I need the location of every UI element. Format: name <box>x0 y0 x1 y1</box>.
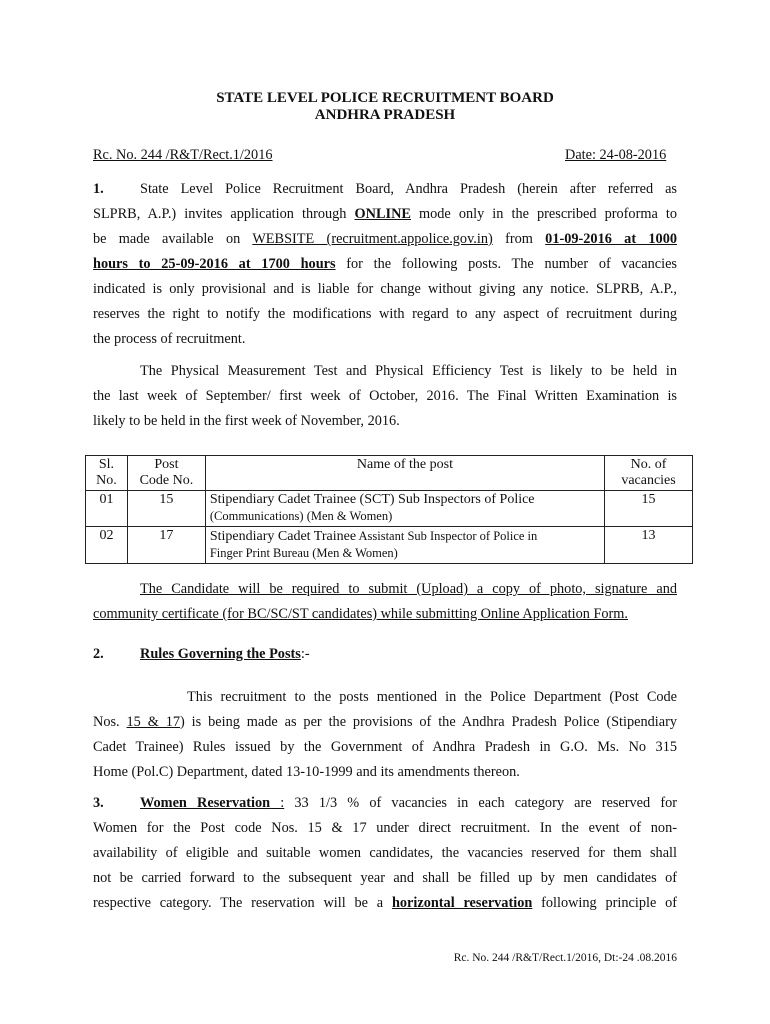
s1-line-7: the process of recruitment. <box>93 331 246 347</box>
cell-code: 17 <box>127 527 205 564</box>
cell-sl: 01 <box>86 491 128 527</box>
s2-line-2: Nos. 15 & 17) is being made as per the provisions of the Andhra Pradesh Police (Stipendiary <box>93 714 678 730</box>
website-link[interactable]: WEBSITE (recruitment.appolice.gov.in) <box>252 231 493 247</box>
end-datetime: hours to 25-09-2016 at 1700 hours <box>93 256 336 272</box>
table-row <box>86 527 693 564</box>
s1-para2-line-3: likely to be held in the first week of November, 2016. <box>93 413 400 429</box>
section-2-number: 2. <box>93 646 104 662</box>
s1-line-6: reserves the right to notify the modifications with regard to any aspect of recruitment during <box>93 306 677 322</box>
section-3-number: 3. <box>93 795 104 811</box>
s2-line-4: Home (Pol.C) Department, dated 13-10-1999 and its amendments thereon. <box>93 764 520 780</box>
state-title: ANDHRA PRADESH <box>314 107 456 123</box>
col-header-sl: Sl. No. <box>86 456 128 491</box>
upload-note-line-2: community certificate (for BC/SC/ST candidates) while submitting Online Application Form. <box>93 606 628 622</box>
cell-post-name: Stipendiary Cadet Trainee Assistant Sub Inspector of Police in Finger Print Bureau (Men & Women) <box>205 527 604 564</box>
s2-line-1: This recruitment to the posts mentioned in the Police Department (Post Code <box>187 689 677 705</box>
s3-line-5: respective category. The reservation will be a horizontal reservation following principle of <box>93 895 677 911</box>
upload-note-line-1: The Candidate will be required to submit (Upload) a copy of photo, signature and <box>140 581 677 597</box>
page-footer: Rc. No. 244 /R&T/Rect.1/2016, Dt:-24 .08.2016 <box>453 952 677 964</box>
cell-post-name: Stipendiary Cadet Trainee (SCT) Sub Inspectors of Police (Communications) (Men & Women) <box>205 491 604 527</box>
s2-line-3: Cadet Trainee) Rules issued by the Government of Andhra Pradesh in G.O. Ms. No 315 <box>93 739 677 755</box>
board-title: STATE LEVEL POLICE RECRUITMENT BOARD <box>216 90 554 106</box>
s1-line-4: hours to 25-09-2016 at 1700 hours for the following posts. The number of vacancies <box>93 256 677 272</box>
section-2-heading: Rules Governing the Posts:- <box>140 646 310 662</box>
s3-line-3: availability of eligible and suitable women candidates, the vacancies reserved for them shall <box>93 845 677 861</box>
table-header-row <box>86 456 693 491</box>
cell-sl: 02 <box>86 527 128 564</box>
s1-line-2: SLPRB, A.P.) invites application through ONLINE mode only in the prescribed proforma to <box>93 206 677 222</box>
s1-line-3: be made available on WEBSITE (recruitment.appolice.gov.in) from 01-09-2016 at 1000 <box>93 231 677 247</box>
cell-vacancies: 13 <box>605 527 693 564</box>
online-keyword: ONLINE <box>354 206 411 222</box>
s1-line-1: State Level Police Recruitment Board, Andhra Pradesh (herein after referred as <box>140 181 677 197</box>
reference-date: Date: 24-08-2016 <box>565 147 667 163</box>
s3-line-4: not be carried forward to the subsequent year and shall be filled up by men candidates of <box>93 870 677 886</box>
table-row <box>86 491 693 527</box>
col-header-code: Post Code No. <box>127 456 205 491</box>
cell-vacancies: 15 <box>605 491 693 527</box>
reference-number: Rc. No. 244 /R&T/Rect.1/2016 <box>93 147 273 163</box>
col-header-name: Name of the post <box>205 456 604 491</box>
col-header-vacancies: No. of vacancies <box>605 456 693 491</box>
s3-line-2: Women for the Post code Nos. 15 & 17 under direct recruitment. In the event of non- <box>93 820 677 836</box>
section-1-number: 1. <box>93 181 104 197</box>
start-datetime: 01-09-2016 at 1000 <box>545 231 677 247</box>
posts-table <box>85 455 693 564</box>
s3-line-1: Women Reservation : 33 1/3 % of vacancies in each category are reserved for <box>140 795 678 811</box>
s1-para2-line-1: The Physical Measurement Test and Physical Efficiency Test is likely to be held in <box>140 363 677 379</box>
women-reservation-heading: Women Reservation <box>140 795 271 811</box>
s1-para2-line-2: the last week of September/ first week of October, 2016. The Final Written Examination is <box>93 388 677 404</box>
s1-line-5: indicated is only provisional and is liable for change without giving any notice. SLPRB, A.P., <box>93 281 677 297</box>
cell-code: 15 <box>127 491 205 527</box>
